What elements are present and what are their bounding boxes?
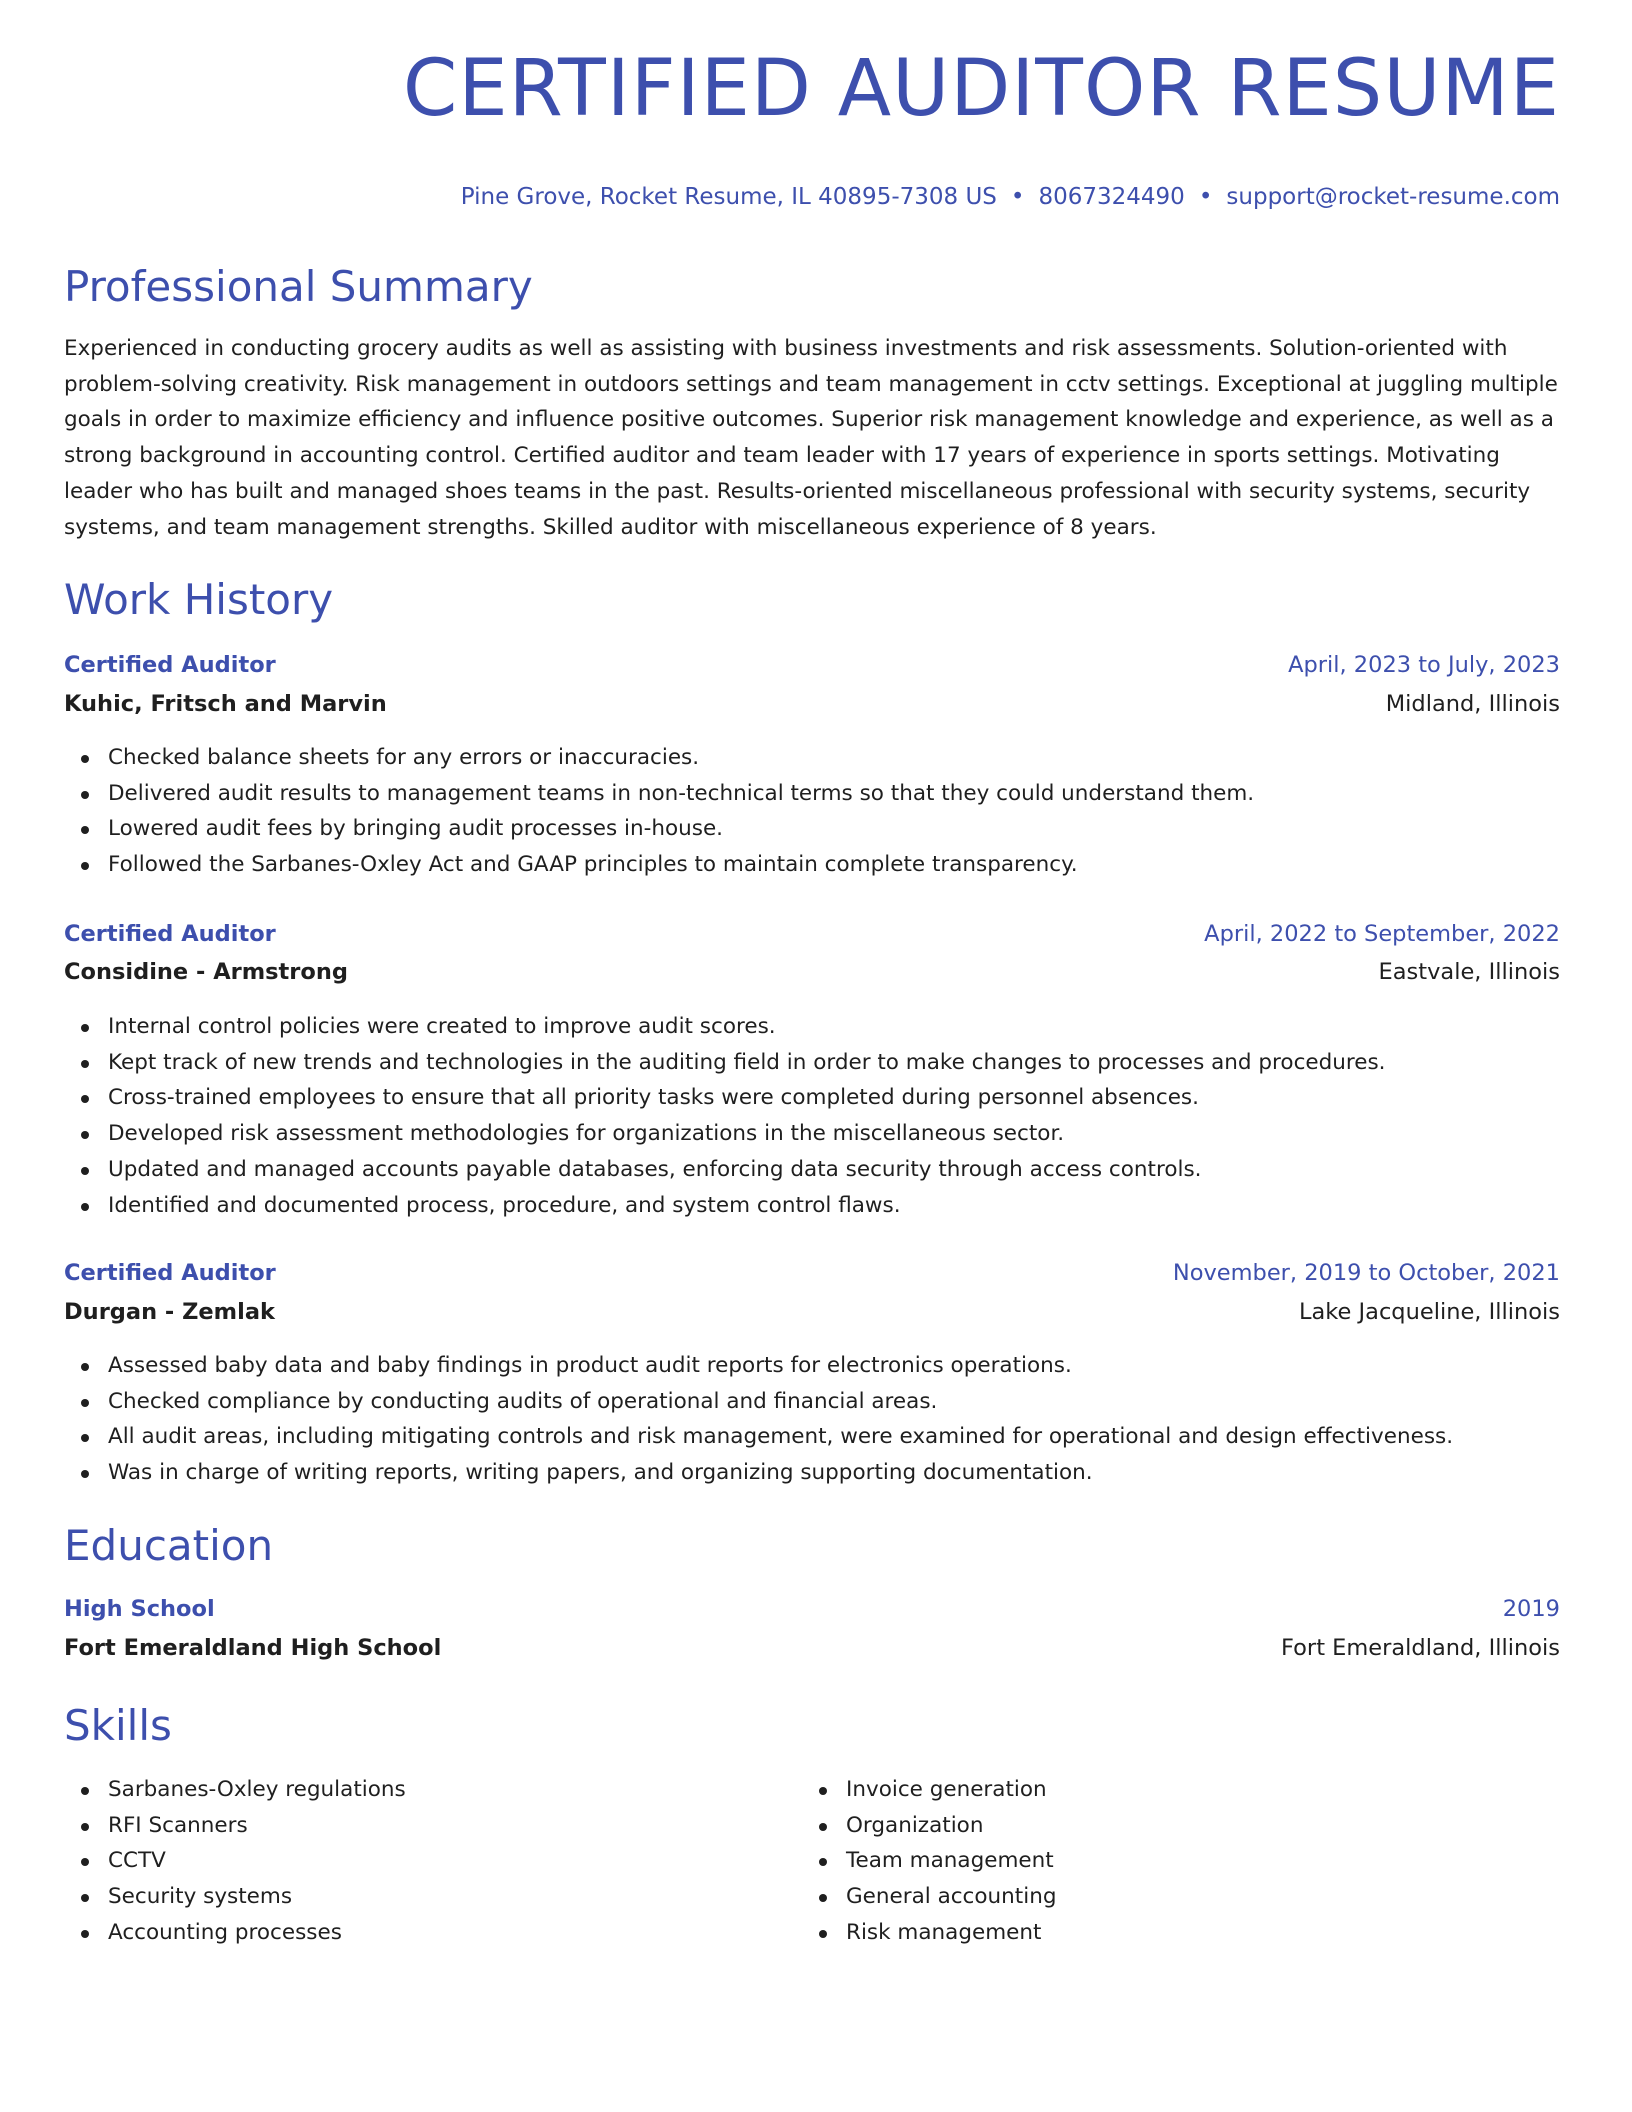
job-employer-row — [64, 688, 1560, 720]
list-item: Identified and documented process, procedure, and system control flaws. — [108, 1188, 1386, 1224]
skill-item: Organization — [846, 1808, 1056, 1844]
job-employer-row — [64, 956, 1560, 988]
job-title: Certified Auditor — [64, 1260, 276, 1286]
job-dates: April, 2022 to September, 2022 — [1204, 921, 1560, 947]
skills-list-left — [64, 1772, 406, 1951]
skill-item: Team management — [846, 1843, 1056, 1879]
education-header — [64, 1593, 1560, 1625]
list-item: Checked compliance by conducting audits of operational and financial areas. — [108, 1384, 1453, 1420]
skill-item: RFI Scanners — [108, 1808, 406, 1844]
list-item: Internal control policies were created to improve audit scores. — [108, 1009, 1386, 1045]
list-item: Developed risk assessment methodologies for organizations in the miscellaneous sector. — [108, 1116, 1386, 1152]
resume-title: CERTIFIED AUDITOR RESUME — [402, 44, 1560, 134]
education-degree: High School — [64, 1596, 215, 1622]
list-item: Checked balance sheets for any errors or inaccuracies. — [108, 740, 1254, 776]
list-item: Delivered audit results to management teams in non-technical terms so that they could understand them. — [108, 776, 1254, 812]
skill-item: General accounting — [846, 1879, 1056, 1915]
job-bullets — [64, 1009, 1386, 1223]
contact-address: Pine Grove, Rocket Resume, IL 40895-7308 US — [460, 184, 997, 210]
job-header — [64, 918, 1560, 950]
skill-item: Risk management — [846, 1915, 1056, 1951]
job-employer-row — [64, 1296, 1560, 1328]
job-location: Lake Jacqueline, Illinois — [1298, 1299, 1560, 1325]
skill-item: Accounting processes — [108, 1915, 406, 1951]
list-item: Kept track of new trends and technologies in the auditing field in order to make changes to processes and procedures. — [108, 1045, 1386, 1081]
job-location: Midland, Illinois — [1385, 691, 1560, 717]
education-location: Fort Emeraldland, Illinois — [1281, 1635, 1560, 1661]
skills-list-right — [802, 1772, 1056, 1951]
list-item: Cross-trained employees to ensure that all priority tasks were completed during personnel absences. — [108, 1080, 1386, 1116]
job-header — [64, 649, 1560, 681]
contact-phone: 8067324490 — [1038, 184, 1185, 210]
list-item: Followed the Sarbanes-Oxley Act and GAAP principles to maintain complete transparency. — [108, 847, 1254, 883]
job-company: Kuhic, Fritsch and Marvin — [64, 691, 387, 717]
contact-separator: • — [1198, 184, 1213, 210]
job-company: Considine - Armstrong — [64, 959, 348, 985]
list-item: All audit areas, including mitigating controls and risk management, were examined for operational and design effectiveness. — [108, 1419, 1453, 1455]
list-item: Assessed baby data and baby findings in product audit reports for electronics operations. — [108, 1348, 1453, 1384]
education-school-row — [64, 1632, 1560, 1664]
skill-item: Security systems — [108, 1879, 406, 1915]
education-year: 2019 — [1502, 1596, 1560, 1622]
job-dates: November, 2019 to October, 2021 — [1172, 1260, 1560, 1286]
education-heading: Education — [64, 1521, 274, 1570]
job-title: Certified Auditor — [64, 921, 276, 947]
job-header — [64, 1257, 1560, 1289]
contact-separator: • — [1010, 184, 1025, 210]
skill-item: Sarbanes-Oxley regulations — [108, 1772, 406, 1808]
contact-email: support@rocket-resume.com — [1226, 184, 1560, 210]
job-dates: April, 2023 to July, 2023 — [1288, 652, 1560, 678]
job-location: Eastvale, Illinois — [1378, 959, 1560, 985]
list-item: Was in charge of writing reports, writing papers, and organizing supporting documentation. — [108, 1455, 1453, 1491]
contact-line — [461, 182, 1560, 212]
job-bullets — [64, 740, 1254, 883]
summary-text: Experienced in conducting grocery audits as well as assisting with business investments and risk assessments. Solution-oriented with problem-solving creativity. Risk management in outdoors settings and team management in cctv settings. Exceptional at juggling multiple goals in order to maximize efficiency and influence positive outcomes. Superior risk management knowledge and experience, as well as a strong background in accounting control. Certified auditor and team leader with 17 years of experience in sports settings. Motivating leader who has built and managed shoes teams in the past. Results-oriented miscellaneous professional with security systems, security systems, and team management strengths. Skilled auditor with miscellaneous experience of 8 years. — [64, 336, 1558, 540]
summary-heading: Professional Summary — [64, 262, 533, 311]
job-title: Certified Auditor — [64, 652, 276, 678]
skill-item: CCTV — [108, 1843, 406, 1879]
job-bullets — [64, 1348, 1453, 1491]
list-item: Updated and managed accounts payable databases, enforcing data security through access controls. — [108, 1152, 1386, 1188]
list-item: Lowered audit fees by bringing audit processes in-house. — [108, 811, 1254, 847]
skills-heading: Skills — [64, 1701, 172, 1750]
work-history-heading: Work History — [64, 575, 334, 624]
education-school: Fort Emeraldland High School — [64, 1635, 442, 1661]
job-company: Durgan - Zemlak — [64, 1299, 275, 1325]
skill-item: Invoice generation — [846, 1772, 1056, 1808]
